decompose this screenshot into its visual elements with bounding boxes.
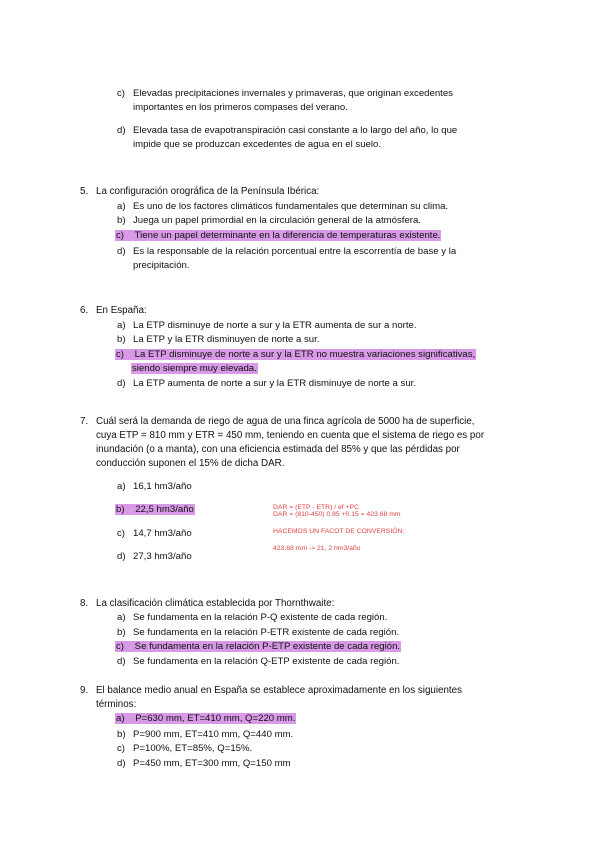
option-text: Juega un papel primordial en la circulación general de la atmósfera. [133, 215, 421, 226]
option-letter: a) [117, 201, 126, 212]
option-text: P=100%, ET=85%, Q=15%. [133, 743, 253, 754]
question-text: El balance medio anual en España se establece aproximadamente en los siguientes [96, 685, 462, 696]
option-letter: b) [117, 729, 126, 740]
question-number: 7. [80, 416, 89, 427]
option-text: P=900 mm, ET=410 mm, Q=440 mm. [133, 729, 294, 740]
annotation-note: DAR = (810-450) 0.85 +0.15 = 423.68 mm [273, 511, 401, 518]
question-number: 5. [80, 186, 89, 197]
option-text: Elevada tasa de evapotranspiración casi constante a lo largo del año, lo que [133, 125, 458, 136]
option-text: Se fundamenta en la relación Q-ETP existente de cada región. [133, 656, 400, 667]
option-text: Elevadas precipitaciones invernales y primaveras, que originan excedentes [133, 88, 453, 99]
highlighted-answer [115, 230, 441, 242]
option-text: Se fundamenta en la relación P-ETP existente de cada región. [134, 641, 401, 652]
option-text: La ETP y la ETR disminuyen de norte a sur. [133, 334, 320, 345]
option-text-cont: importantes en los primeros compases del verano. [133, 102, 348, 113]
option-letter: d) [117, 551, 126, 562]
question-text-cont: cuya ETP = 810 mm y ETR = 450 mm, teniendo en cuenta que el sistema de riego es por [96, 430, 485, 441]
option-text-cont: precipitación. [133, 260, 190, 271]
option-text: Se fundamenta en la relación P-ETR existente de cada región. [133, 627, 400, 638]
option-letter: d) [117, 125, 126, 136]
option-text: P=450 mm, ET=300 mm, Q=150 mm [133, 758, 291, 769]
highlighted-answer [115, 504, 195, 516]
question-text: En España: [96, 305, 147, 316]
annotation-note: 423.68 mm -> 21, 2 hm3/año [273, 545, 361, 552]
option-letter: b) [117, 215, 126, 226]
option-letter: b) [117, 627, 126, 638]
highlighted-answer [115, 349, 476, 361]
highlighted-answer [115, 641, 401, 653]
option-text-cont: impide que se produzcan excedentes de agua en el suelo. [133, 139, 382, 150]
question-number: 8. [80, 598, 89, 609]
option-letter: c) [116, 641, 124, 652]
option-text: La ETP disminuye de norte a sur y la ETR no muestra variaciones significativas, [134, 349, 476, 360]
option-letter: b) [116, 504, 125, 515]
question-text: La clasificación climática establecida por Thornthwaite: [96, 598, 335, 609]
question-text: La configuración orográfica de la Península Ibérica: [96, 186, 320, 197]
option-letter: a) [117, 320, 126, 331]
question-text-cont: inundación (o a manta), con una eficiencia estimada del 85% y que las pérdidas por [96, 444, 460, 455]
option-letter: d) [117, 246, 126, 257]
option-letter: a) [117, 481, 126, 492]
option-letter: c) [117, 528, 125, 539]
option-letter: b) [117, 334, 126, 345]
option-letter: d) [117, 378, 126, 389]
highlighted-answer [115, 713, 296, 725]
option-letter: c) [116, 230, 124, 241]
option-text: 14,7 hm3/año [133, 528, 192, 539]
option-text: La ETP disminuye de norte a sur y la ETR aumenta de sur a norte. [133, 320, 417, 331]
option-letter: a) [117, 612, 126, 623]
option-letter: c) [116, 349, 124, 360]
option-text: 27,3 hm3/año [133, 551, 192, 562]
option-letter: d) [117, 656, 126, 667]
option-text-cont: siendo siempre muy elevada. [132, 363, 257, 374]
option-text: P=630 mm, ET=410 mm, Q=220 mm. [135, 713, 296, 724]
option-letter: c) [117, 743, 125, 754]
option-text: Tiene un papel determinante en la diferencia de temperaturas existente. [134, 230, 441, 241]
question-number: 9. [80, 685, 89, 696]
option-text: 22,5 hm3/año [135, 504, 194, 515]
option-text: La ETP aumenta de norte a sur y la ETR disminuye de norte a sur. [133, 378, 416, 389]
highlighted-answer-cont [131, 363, 258, 375]
option-text: Es uno de los factores climáticos fundamentales que determinan su clima. [133, 201, 449, 212]
option-text: 16,1 hm3/año [133, 481, 192, 492]
question-text-cont: conducción suponen el 15% de dicha DAR. [96, 458, 285, 469]
option-letter: d) [117, 758, 126, 769]
option-text: Se fundamenta en la relación P-Q existente de cada región. [133, 612, 388, 623]
question-number: 6. [80, 305, 89, 316]
question-text: Cuál será la demanda de riego de agua de una finca agrícola de 5000 ha de superficie, [96, 416, 475, 427]
annotation-note: HACEMOS UN FACOT DE CONVERSIÓN: [273, 528, 405, 535]
option-text: Es la responsable de la relación porcentual entre la escorrentía de base y la [133, 246, 457, 257]
option-letter: a) [116, 713, 125, 724]
annotation-note: DAR = (ETP - ETR) / ef +PC [273, 504, 359, 511]
question-text-cont: términos: [96, 699, 137, 710]
option-letter: c) [117, 88, 125, 99]
